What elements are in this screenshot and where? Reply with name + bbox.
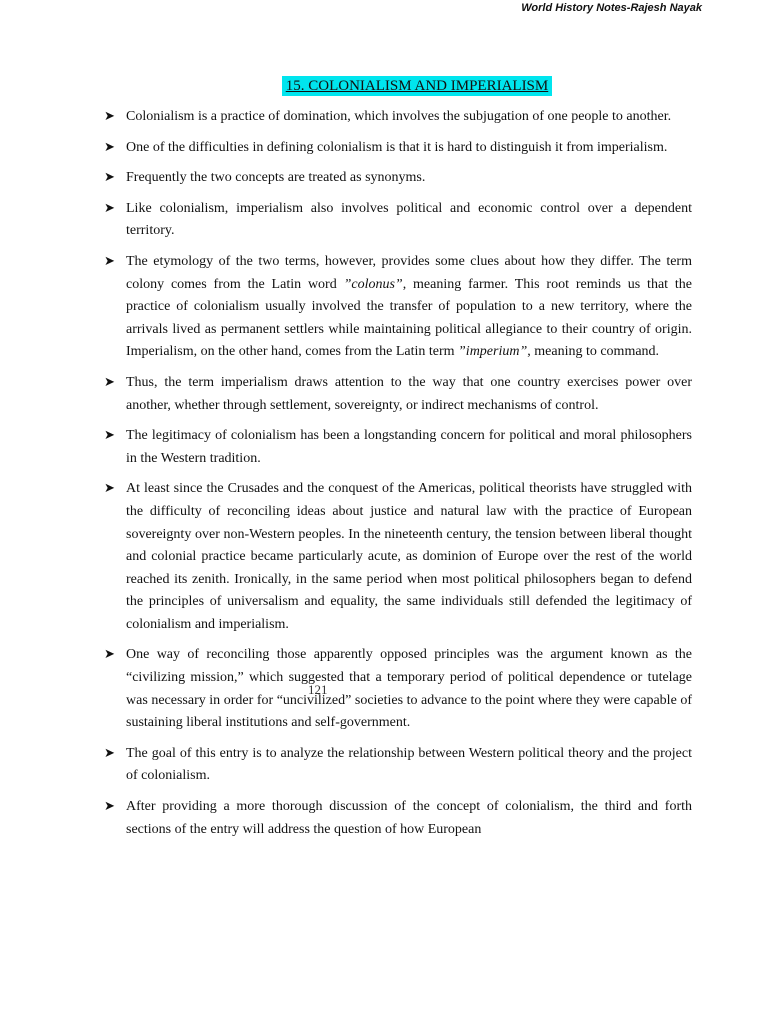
arrow-bullet-icon: ➤ [104,799,115,815]
arrow-bullet-icon: ➤ [104,428,115,444]
bullet-text: , meaning to command. [527,344,660,360]
chapter-title: 15. COLONIALISM AND IMPERIALISM [282,76,553,96]
bullet-text: Like colonialism, imperialism also involves political and economic control over a dependent territory. [126,200,692,239]
italic-term: ”colonus” [343,276,403,292]
bullet-list [104,106,692,849]
arrow-bullet-icon: ➤ [104,139,115,155]
bullet-text: One way of reconciling those apparently opposed principles was the argument known as the “civilizing mission,” which suggested that a temporary period of political dependence or tutelage was necessary in order for “uncivilized” societies to advance to the point where they were capable of sustaining liberal institutions and self-government. [126,647,692,731]
bullet-text: The goal of this entry is to analyze the relationship between Western political theory and the project of colonialism. [126,745,692,784]
bullet-text: The etymology of the two terms, however, provides some clues about how they differ. The term colony comes from the Latin word [126,253,692,292]
arrow-bullet-icon: ➤ [104,481,115,497]
bullet-text: Frequently the two concepts are treated as synonyms. [126,170,426,186]
bullet-item [104,372,692,417]
bullet-item [104,796,692,841]
arrow-bullet-icon: ➤ [104,253,115,269]
bullet-item [104,644,692,734]
bullet-item [104,167,692,190]
bullet-text: After providing a more thorough discussion of the concept of colonialism, the third and forth sections of the entry will address the question of how European [126,799,692,837]
bullet-text: Thus, the term imperialism draws attention to the way that one country exercises power over another, whether through settlement, sovereignty, or indirect mechanisms of control. [126,374,692,413]
bullet-text: , meaning farmer. This root reminds us that the practice of colonialism usually involved the transfer of population to a new territory, where the arrivals lived as permanent settlers while maintaining political allegiance to their country of origin. Imperialism, on the other hand, comes from the Latin term [126,276,692,360]
bullet-item [104,198,692,243]
italic-term: ”imperium” [458,344,528,360]
bullet-item [104,251,692,364]
bullet-text: The legitimacy of colonialism has been a longstanding concern for political and moral philosophers in the Western tradition. [126,428,692,466]
bullet-item [104,743,692,788]
bullet-item [104,137,692,160]
arrow-bullet-icon: ➤ [104,647,115,663]
arrow-bullet-icon: ➤ [104,200,115,216]
bullet-item [104,106,692,129]
page-number: 121 [308,682,328,697]
bullet-text: One of the difficulties in defining colonialism is that it is hard to distinguish it from imperialism. [126,139,668,155]
bullet-item [104,425,692,470]
title-container [0,76,768,96]
arrow-bullet-icon: ➤ [104,109,115,124]
bullet-item [104,478,692,636]
arrow-bullet-icon: ➤ [104,374,115,390]
bullet-text: At least since the Crusades and the conquest of the Americas, political theorists have struggled with the difficulty of reconciling ideas about justice and natural law with the practice of European sovereignty over non-Western peoples. In the nineteenth century, the tension between liberal thought and colonial practice became particularly acute, as dominion of Europe over the rest of the world reached its zenith. Ironically, in the same period when most political philosophers began to defend the principles of universalism and equality, the same individuals still defended the legitimacy of colonialism and imperialism. [126,481,692,632]
arrow-bullet-icon: ➤ [104,170,115,186]
arrow-bullet-icon: ➤ [104,745,115,761]
bullet-text: Colonialism is a practice of domination, which involves the subjugation of one people to another. [126,109,672,124]
running-header: World History Notes-Rajesh Nayak [521,2,702,14]
